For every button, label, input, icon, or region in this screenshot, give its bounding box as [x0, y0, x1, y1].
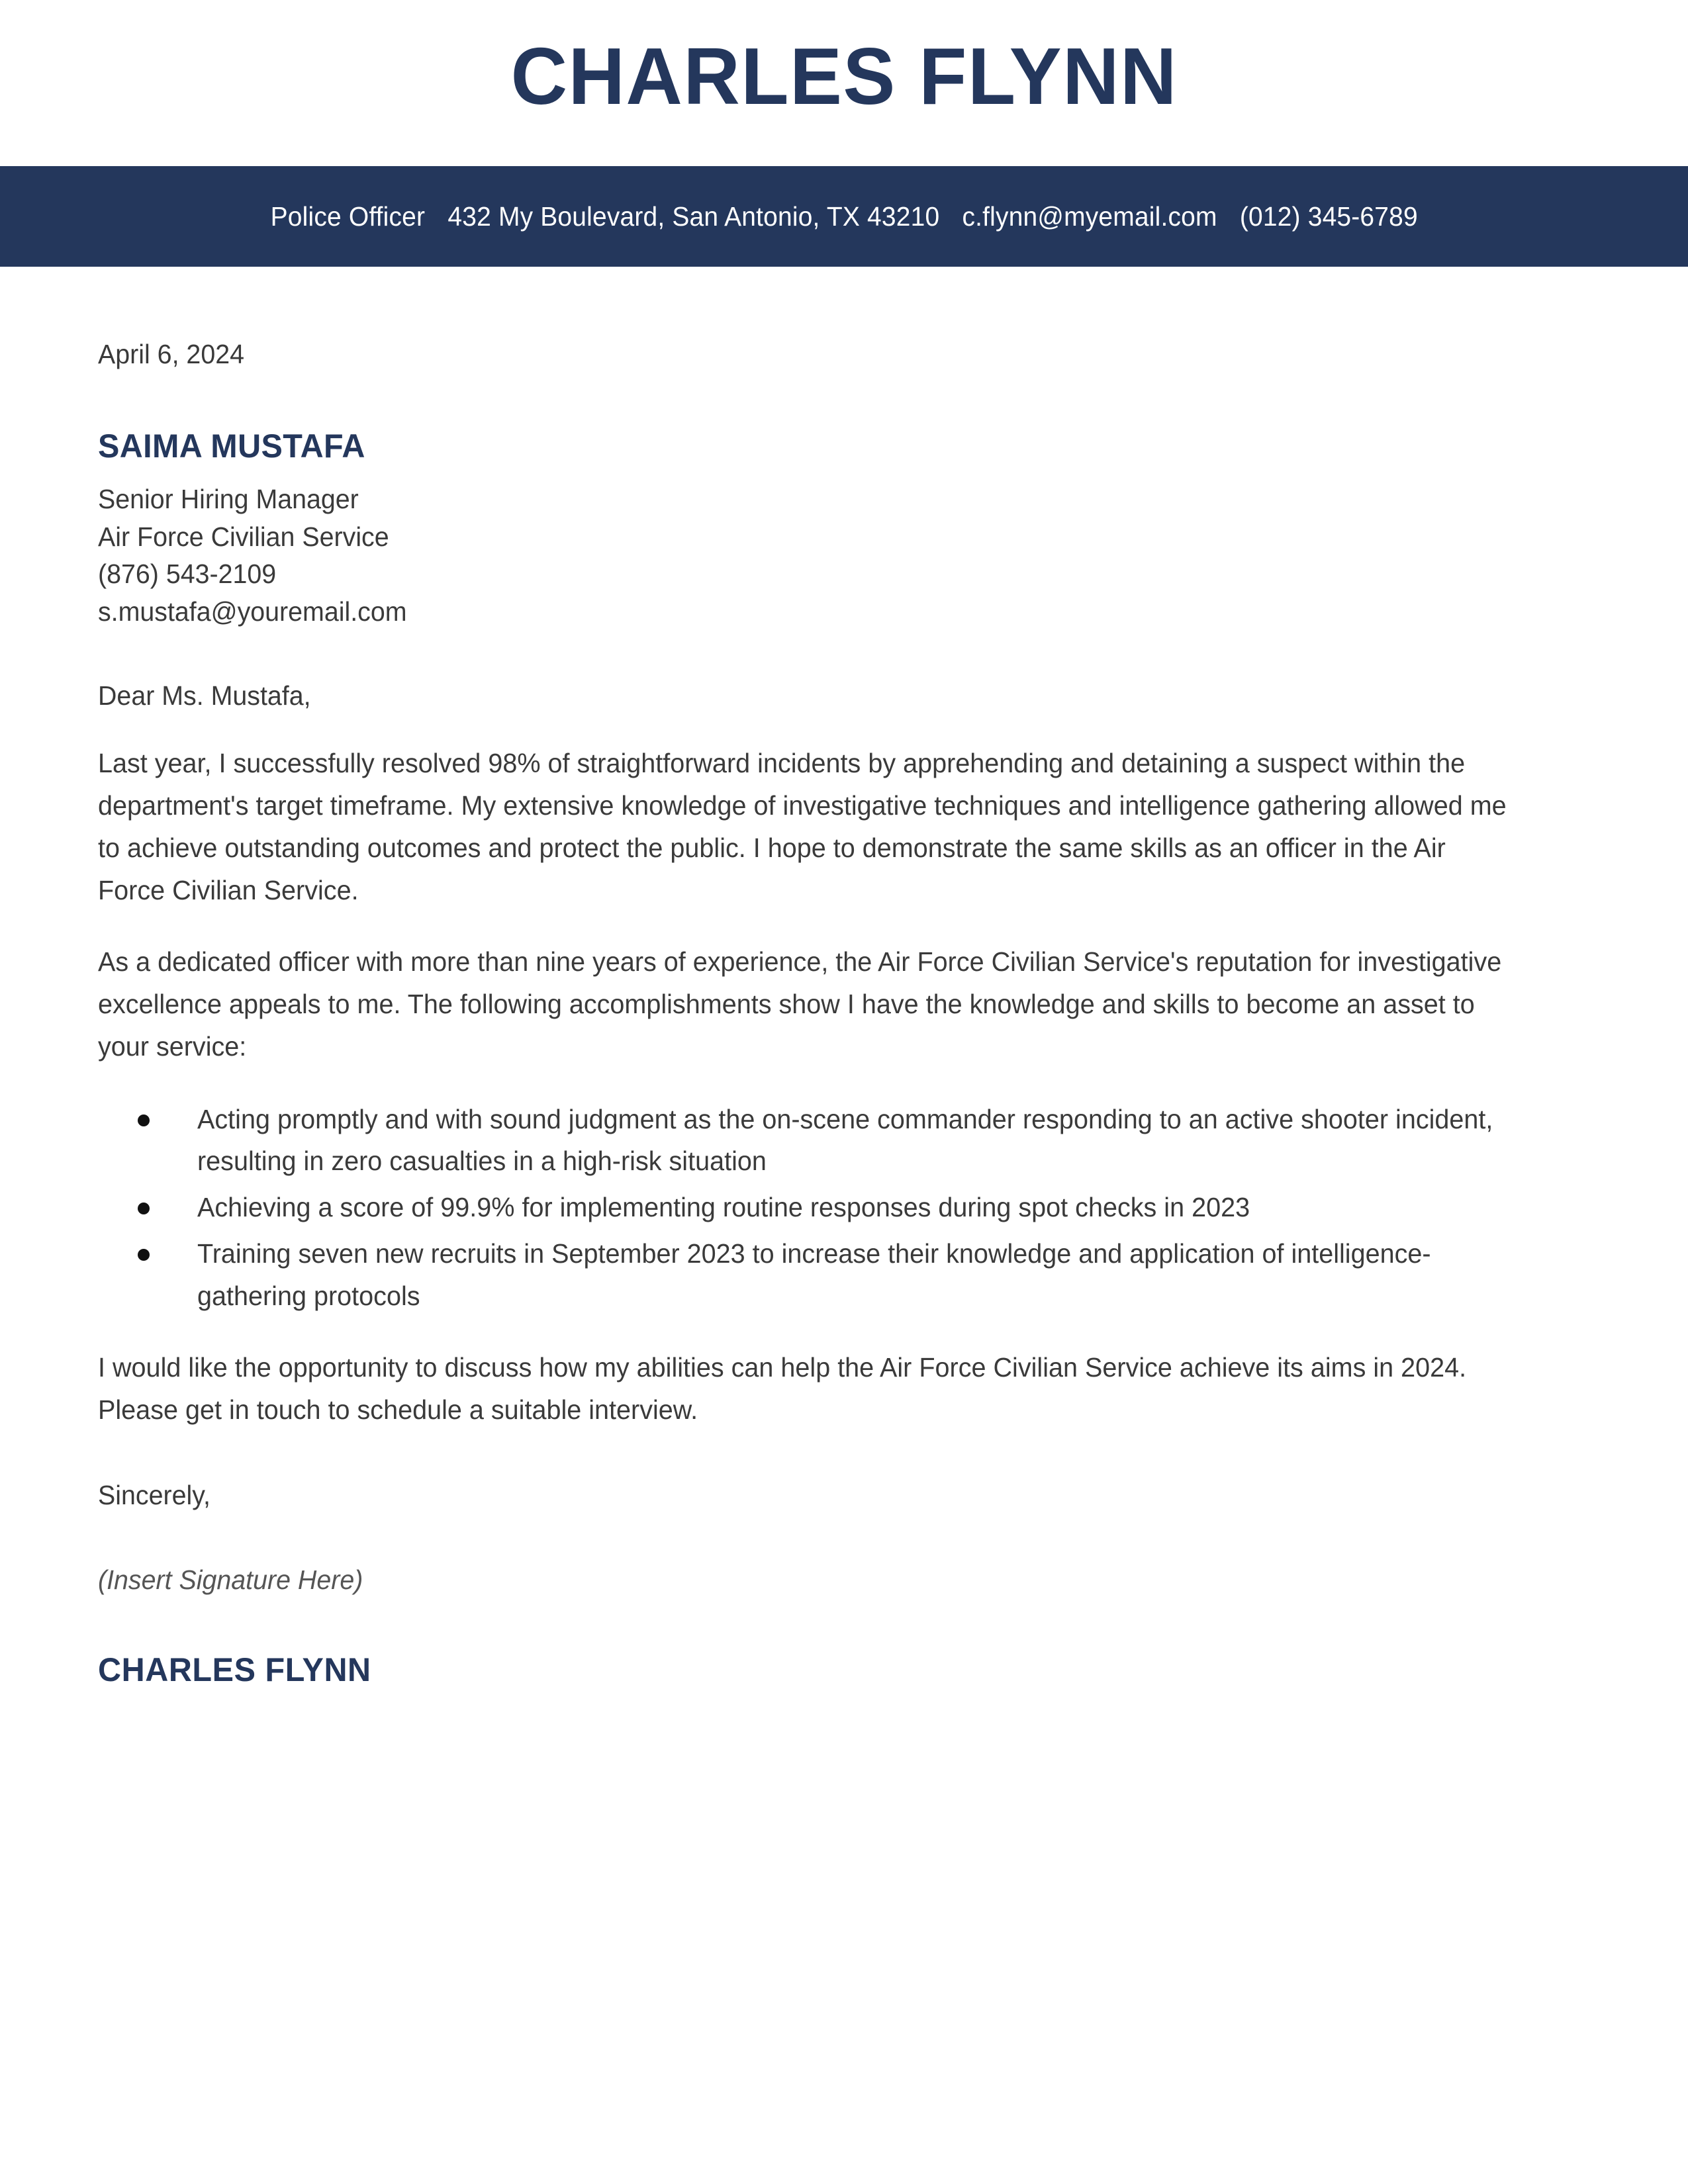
- contact-job-title: Police Officer: [270, 201, 425, 232]
- list-item-text: Training seven new recruits in September 2023 to increase their knowledge and application of intelligence-gathering protocols: [197, 1238, 1431, 1312]
- recipient-phone: (876) 543-2109: [98, 559, 277, 590]
- contact-bar-inner: [270, 201, 1417, 232]
- body-paragraph-1: Last year, I successfully resolved 98% of straightforward incidents by apprehending and detaining a suspect within the department's target timeframe. My extensive knowledge of investigative techniques and intelligence gathering allowed me to achieve outstanding outcomes and protect the public. I hope to demonstrate the same skills as an officer in the Air Force Civilian Service.: [98, 747, 1507, 905]
- signer-name: CHARLES FLYNN: [98, 1651, 371, 1688]
- letter-date: April 6, 2024: [98, 339, 245, 369]
- sign-off: Sincerely,: [98, 1480, 211, 1511]
- contact-phone[interactable]: (012) 345-6789: [1239, 201, 1418, 232]
- contact-email[interactable]: c.flynn@myemail.com: [962, 201, 1217, 232]
- letterhead-name: CHARLES FLYNN: [510, 31, 1178, 121]
- recipient-block: [98, 428, 1516, 630]
- body-paragraph-2: As a dedicated officer with more than nine years of experience, the Air Force Civilian Service's reputation for investigative excellence appeals to me. The following accomplishments show I have the knowledge and skills to become an asset to your service:: [98, 946, 1502, 1062]
- recipient-title: Senior Hiring Manager: [98, 484, 359, 515]
- bullet-point-icon: [138, 1099, 154, 1126]
- contact-address: 432 My Boulevard, San Antonio, TX 43210: [447, 201, 940, 232]
- closing-paragraph: I would like the opportunity to discuss how my abilities can help the Air Force Civilian Service achieve its aims in 2024. Please get in touch to schedule a suitable interview.: [98, 1352, 1467, 1426]
- list-item-text: Achieving a score of 99.9% for implementing routine responses during spot checks in 2023: [197, 1192, 1250, 1223]
- list-item: [98, 1099, 1561, 1183]
- salutation: Dear Ms. Mustafa,: [98, 680, 311, 711]
- recipient-details: [98, 480, 1459, 630]
- contact-bar: [0, 166, 1688, 267]
- list-item: [98, 1233, 1561, 1318]
- recipient-email: s.mustafa@youremail.com: [98, 596, 407, 627]
- letterhead-name-container: [0, 31, 1688, 121]
- list-item-text: Acting promptly and with sound judgment as the on-scene commander responding to an active shooter incident, resulting in zero casualties in a high-risk situation: [197, 1103, 1493, 1177]
- recipient-name: SAIMA MUSTAFA: [98, 428, 365, 465]
- bullet-point-icon: [138, 1233, 154, 1261]
- accomplishments-list: [98, 1099, 1561, 1318]
- letter-body: [98, 338, 1516, 1688]
- bullet-point-icon: [138, 1187, 154, 1214]
- list-item: [98, 1187, 1561, 1229]
- signature-placeholder: (Insert Signature Here): [98, 1564, 363, 1595]
- recipient-organization: Air Force Civilian Service: [98, 521, 389, 552]
